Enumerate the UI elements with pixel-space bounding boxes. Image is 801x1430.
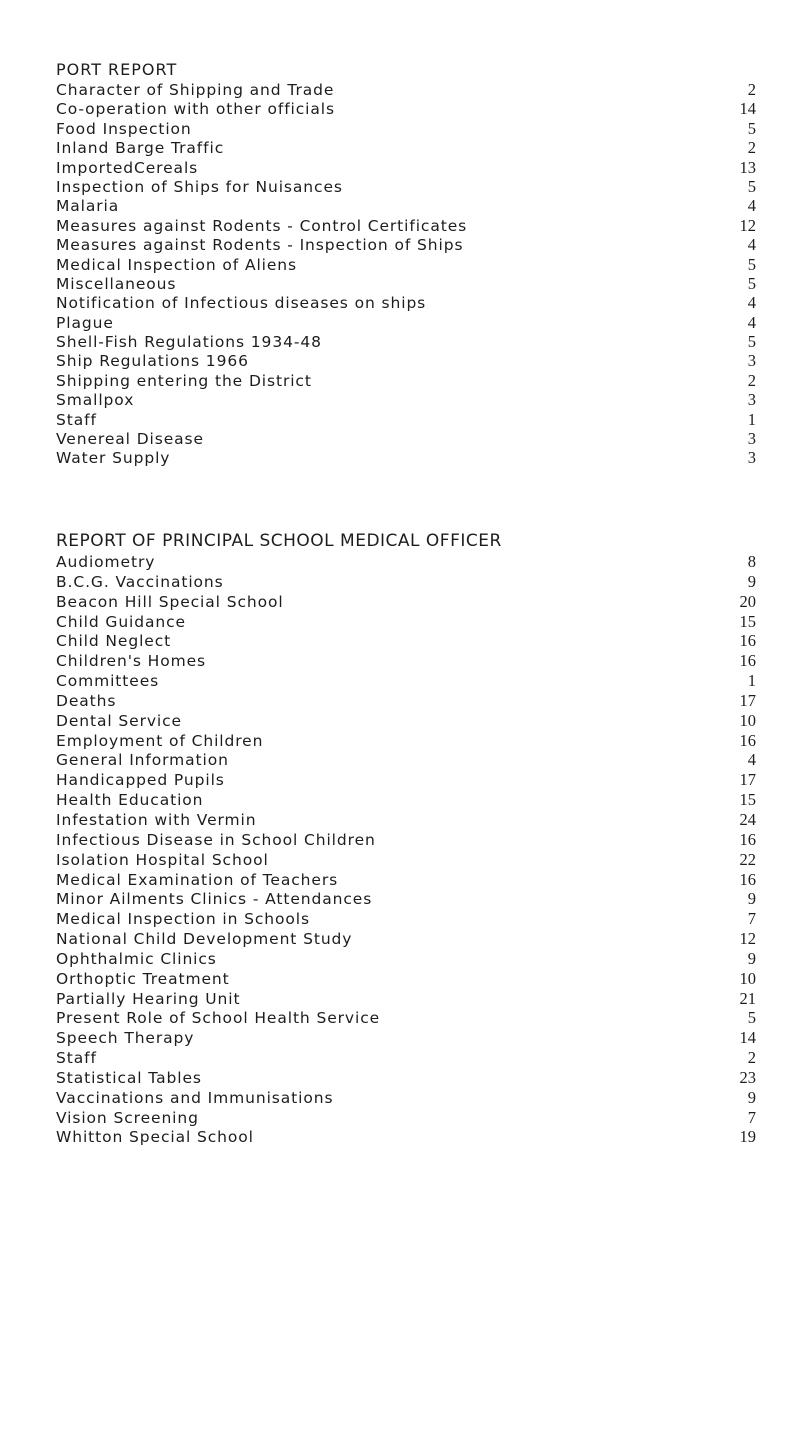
index-entry xyxy=(56,216,756,235)
index-entry-label: Orthoptic Treatment xyxy=(56,969,230,988)
index-entry-page-number: 1 xyxy=(747,409,756,429)
index-entry xyxy=(56,1088,756,1108)
index-entry xyxy=(56,671,756,691)
index-entry-label: Shell-Fish Regulations 1934-48 xyxy=(56,333,322,352)
index-entry-page-number: 3 xyxy=(747,429,756,449)
index-entry-page-number: 16 xyxy=(739,730,756,750)
index-entry-page-number: 2 xyxy=(747,1048,756,1068)
index-entry-label: Inland Barge Traffic xyxy=(56,139,225,158)
index-entry-label: Miscellaneous xyxy=(56,274,177,293)
index-entry xyxy=(56,448,756,467)
index-entry xyxy=(56,612,756,632)
index-entry-page-number: 1 xyxy=(747,671,756,691)
index-entry xyxy=(56,750,756,770)
index-entry-label: Water Supply xyxy=(56,449,171,468)
index-entry-page-number: 5 xyxy=(747,1008,756,1028)
index-entry-label: Handicapped Pupils xyxy=(56,771,225,790)
index-entry xyxy=(56,313,756,332)
index-entry-label: Staff xyxy=(56,410,97,429)
index-entry-label: Food Inspection xyxy=(56,119,192,138)
index-entry xyxy=(56,909,756,929)
index-entry xyxy=(56,711,756,731)
index-entry-label: Staff xyxy=(56,1049,97,1068)
index-entry xyxy=(56,274,756,293)
school-report-section xyxy=(56,530,756,1147)
index-entry xyxy=(56,1068,756,1088)
index-entry-page-number: 13 xyxy=(739,157,756,177)
index-entry-page-number: 5 xyxy=(747,176,756,196)
index-entry xyxy=(56,969,756,989)
index-entry xyxy=(56,177,756,196)
index-entry-page-number: 16 xyxy=(739,631,756,651)
index-entry xyxy=(56,1048,756,1068)
index-entry xyxy=(56,651,756,671)
index-entry xyxy=(56,293,756,312)
index-entry-page-number: 16 xyxy=(739,829,756,849)
index-entry xyxy=(56,572,756,592)
school-report-heading: REPORT OF PRINCIPAL SCHOOL MEDICAL OFFICER xyxy=(56,531,502,551)
index-entry xyxy=(56,410,756,429)
index-entry xyxy=(56,235,756,254)
index-entry-page-number: 4 xyxy=(747,312,756,332)
index-entry xyxy=(56,158,756,177)
index-entry xyxy=(56,552,756,572)
port-report-section xyxy=(56,60,756,468)
index-entry-label: Child Guidance xyxy=(56,612,186,631)
index-entry-label: Audiometry xyxy=(56,553,156,571)
index-entry xyxy=(56,810,756,830)
index-entry-page-number: 19 xyxy=(739,1127,756,1147)
index-entry-page-number: 16 xyxy=(739,651,756,671)
index-entry-page-number: 9 xyxy=(747,571,756,591)
index-entry-label: Vision Screening xyxy=(56,1108,199,1127)
index-entry-page-number: 17 xyxy=(739,690,756,710)
index-entry-page-number: 4 xyxy=(747,750,756,770)
index-entry-page-number: 23 xyxy=(739,1067,756,1087)
index-entry-page-number: 9 xyxy=(747,948,756,968)
index-entry xyxy=(56,255,756,274)
index-entry-page-number: 15 xyxy=(739,790,756,810)
index-entry-page-number: 14 xyxy=(739,99,756,119)
index-entry xyxy=(56,1108,756,1128)
index-entry-page-number: 8 xyxy=(747,552,756,571)
index-entry xyxy=(56,870,756,890)
index-entry-page-number: 2 xyxy=(747,370,756,390)
index-entry-label: Vaccinations and Immunisations xyxy=(56,1088,334,1107)
index-entry-page-number: 4 xyxy=(747,235,756,255)
index-entry-page-number: 20 xyxy=(739,591,756,611)
port-report-heading: PORT REPORT xyxy=(56,60,178,79)
index-entry-page-number: 2 xyxy=(747,80,756,99)
index-entry-label: Smallpox xyxy=(56,391,135,410)
index-entry-label: Malaria xyxy=(56,197,120,216)
index-entry xyxy=(56,790,756,810)
index-entry-label: National Child Development Study xyxy=(56,930,353,949)
index-entry-label: Measures against Rodents - Inspection of Ships xyxy=(56,236,464,255)
index-entry xyxy=(56,351,756,370)
index-entry-page-number: 5 xyxy=(747,332,756,352)
index-entry-label: Measures against Rodents - Control Certificates xyxy=(56,216,468,235)
index-entry-label: Infectious Disease in School Children xyxy=(56,830,376,849)
index-entry-page-number: 3 xyxy=(747,448,756,468)
index-entry-label: Inspection of Ships for Nuisances xyxy=(56,177,343,196)
index-entry-page-number: 9 xyxy=(747,1087,756,1107)
index-entry xyxy=(56,949,756,969)
index-entry-label: Co-operation with other officials xyxy=(56,100,335,119)
index-entry-page-number: 5 xyxy=(747,273,756,293)
index-entry-page-number: 22 xyxy=(739,849,756,869)
index-entry-page-number: 3 xyxy=(747,390,756,410)
index-entry xyxy=(56,99,756,118)
index-entry-label: Ophthalmic Clinics xyxy=(56,949,217,968)
port-report-list xyxy=(56,80,756,468)
index-entry-page-number: 12 xyxy=(739,215,756,235)
index-entry-label: Dental Service xyxy=(56,711,182,730)
index-entry-label: Children's Homes xyxy=(56,652,207,671)
index-entry xyxy=(56,631,756,651)
index-entry-label: Minor Ailments Clinics - Attendances xyxy=(56,890,373,909)
index-entry xyxy=(56,119,756,138)
index-entry-label: Plague xyxy=(56,313,114,332)
index-entry-page-number: 10 xyxy=(739,710,756,730)
index-entry-label: Infestation with Vermin xyxy=(56,810,257,829)
index-entry-label: B.C.G. Vaccinations xyxy=(56,572,224,591)
index-entry xyxy=(56,989,756,1009)
index-entry xyxy=(56,332,756,351)
index-entry xyxy=(56,850,756,870)
index-entry-label: Shipping entering the District xyxy=(56,371,312,390)
index-entry-label: Venereal Disease xyxy=(56,430,204,449)
index-entry xyxy=(56,1008,756,1028)
index-entry-page-number: 7 xyxy=(747,1107,756,1127)
index-entry xyxy=(56,80,756,99)
index-entry xyxy=(56,592,756,612)
index-entry-label: Statistical Tables xyxy=(56,1068,202,1087)
index-entry-page-number: 3 xyxy=(747,351,756,371)
index-entry-page-number: 24 xyxy=(739,809,756,829)
index-entry-label: Speech Therapy xyxy=(56,1029,195,1048)
index-entry-page-number: 4 xyxy=(747,293,756,313)
index-entry-label: Character of Shipping and Trade xyxy=(56,81,335,99)
index-entry-page-number: 5 xyxy=(747,118,756,138)
index-entry xyxy=(56,196,756,215)
index-entry-label: Medical Examination of Teachers xyxy=(56,870,339,889)
index-entry-label: Whitton Special School xyxy=(56,1128,254,1147)
index-entry-page-number: 21 xyxy=(739,988,756,1008)
index-entry-page-number: 5 xyxy=(747,254,756,274)
index-entry-label: Deaths xyxy=(56,691,117,710)
index-entry-label: Child Neglect xyxy=(56,632,172,651)
index-entry xyxy=(56,731,756,751)
index-entry-page-number: 4 xyxy=(747,196,756,216)
index-entry-label: Beacon Hill Special School xyxy=(56,592,284,611)
index-entry xyxy=(56,1127,756,1147)
index-entry-label: Present Role of School Health Service xyxy=(56,1009,381,1028)
index-entry-page-number: 16 xyxy=(739,869,756,889)
index-entry-page-number: 15 xyxy=(739,611,756,631)
index-entry-label: Ship Regulations 1966 xyxy=(56,352,249,371)
index-entry-label: Medical Inspection of Aliens xyxy=(56,255,298,274)
index-entry xyxy=(56,390,756,409)
index-entry xyxy=(56,691,756,711)
index-entry xyxy=(56,429,756,448)
index-entry-page-number: 12 xyxy=(739,929,756,949)
index-entry-page-number: 14 xyxy=(739,1028,756,1048)
index-entry-page-number: 7 xyxy=(747,909,756,929)
index-entry xyxy=(56,929,756,949)
index-entry xyxy=(56,889,756,909)
index-entry xyxy=(56,1028,756,1048)
index-entry-label: Employment of Children xyxy=(56,731,264,750)
index-entry-label: General Information xyxy=(56,751,229,770)
index-entry-label: ImportedCereals xyxy=(56,158,199,177)
index-entry-label: Isolation Hospital School xyxy=(56,850,269,869)
index-entry xyxy=(56,371,756,390)
index-entry xyxy=(56,770,756,790)
index-entry xyxy=(56,138,756,157)
index-entry-label: Notification of Infectious diseases on ships xyxy=(56,294,427,313)
index-entry-page-number: 9 xyxy=(747,889,756,909)
index-entry-label: Partially Hearing Unit xyxy=(56,989,241,1008)
index-entry-label: Health Education xyxy=(56,791,204,810)
index-entry-page-number: 10 xyxy=(739,968,756,988)
index-entry xyxy=(56,830,756,850)
school-report-list xyxy=(56,552,756,1147)
index-entry-page-number: 17 xyxy=(739,770,756,790)
index-entry-label: Committees xyxy=(56,672,160,691)
index-entry-page-number: 2 xyxy=(747,138,756,158)
index-entry-label: Medical Inspection in Schools xyxy=(56,910,310,929)
